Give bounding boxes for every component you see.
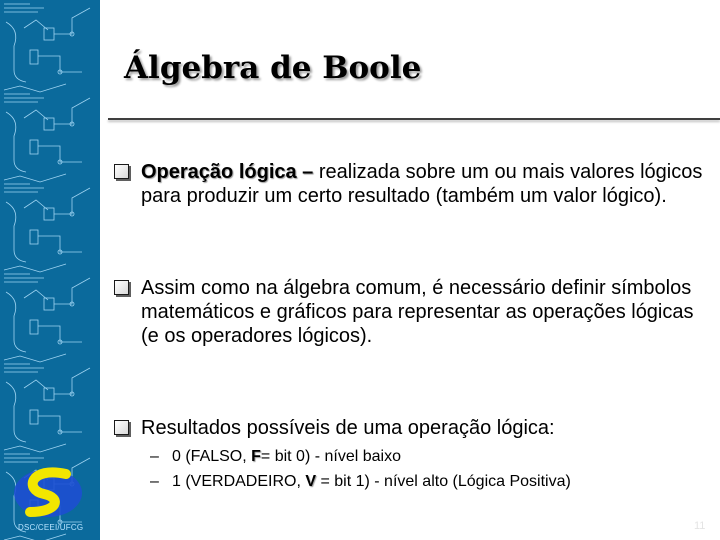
bullet-text: Assim como na álgebra comum, é necessário definir símbolos matemáticos e gráficos para representar as operações lógicas (e os operadores lógicos). bbox=[141, 277, 694, 347]
bullet-lead: Operação lógica – bbox=[141, 161, 314, 183]
bullet-text: Resultados possíveis de uma operação lógica: bbox=[141, 417, 555, 439]
circuit-pattern-graphic bbox=[0, 0, 100, 540]
page-number: 11 bbox=[694, 520, 706, 532]
bullet-text: realizada sobre um ou mais valores lógicos para produzir um certo resultado (também um valor lógico). bbox=[141, 161, 703, 207]
slide-title: Álgebra de Boole bbox=[124, 50, 422, 86]
dash-icon: – bbox=[150, 448, 159, 465]
subbullet-falso: – 0 (FALSO, F= bit 0) - nível baixo bbox=[150, 446, 401, 468]
checkbox-bullet-icon bbox=[114, 420, 129, 435]
subbullet-verdadeiro: – 1 (VERDADEIRO, V = bit 1) - nível alto (Lógica Positiva) bbox=[150, 471, 571, 493]
bullet-resultados bbox=[114, 416, 704, 440]
dsc-logo bbox=[14, 469, 82, 517]
dash-icon: – bbox=[150, 473, 159, 490]
title-divider bbox=[108, 118, 720, 120]
checkbox-bullet-icon bbox=[114, 280, 129, 295]
checkbox-bullet-icon bbox=[114, 164, 129, 179]
decorative-sidebar bbox=[0, 0, 100, 540]
bullet-algebra-comum bbox=[114, 276, 704, 348]
footer-label: DSC/CEEI/UFCG bbox=[18, 523, 84, 532]
bullet-operacao-logica bbox=[114, 160, 704, 208]
